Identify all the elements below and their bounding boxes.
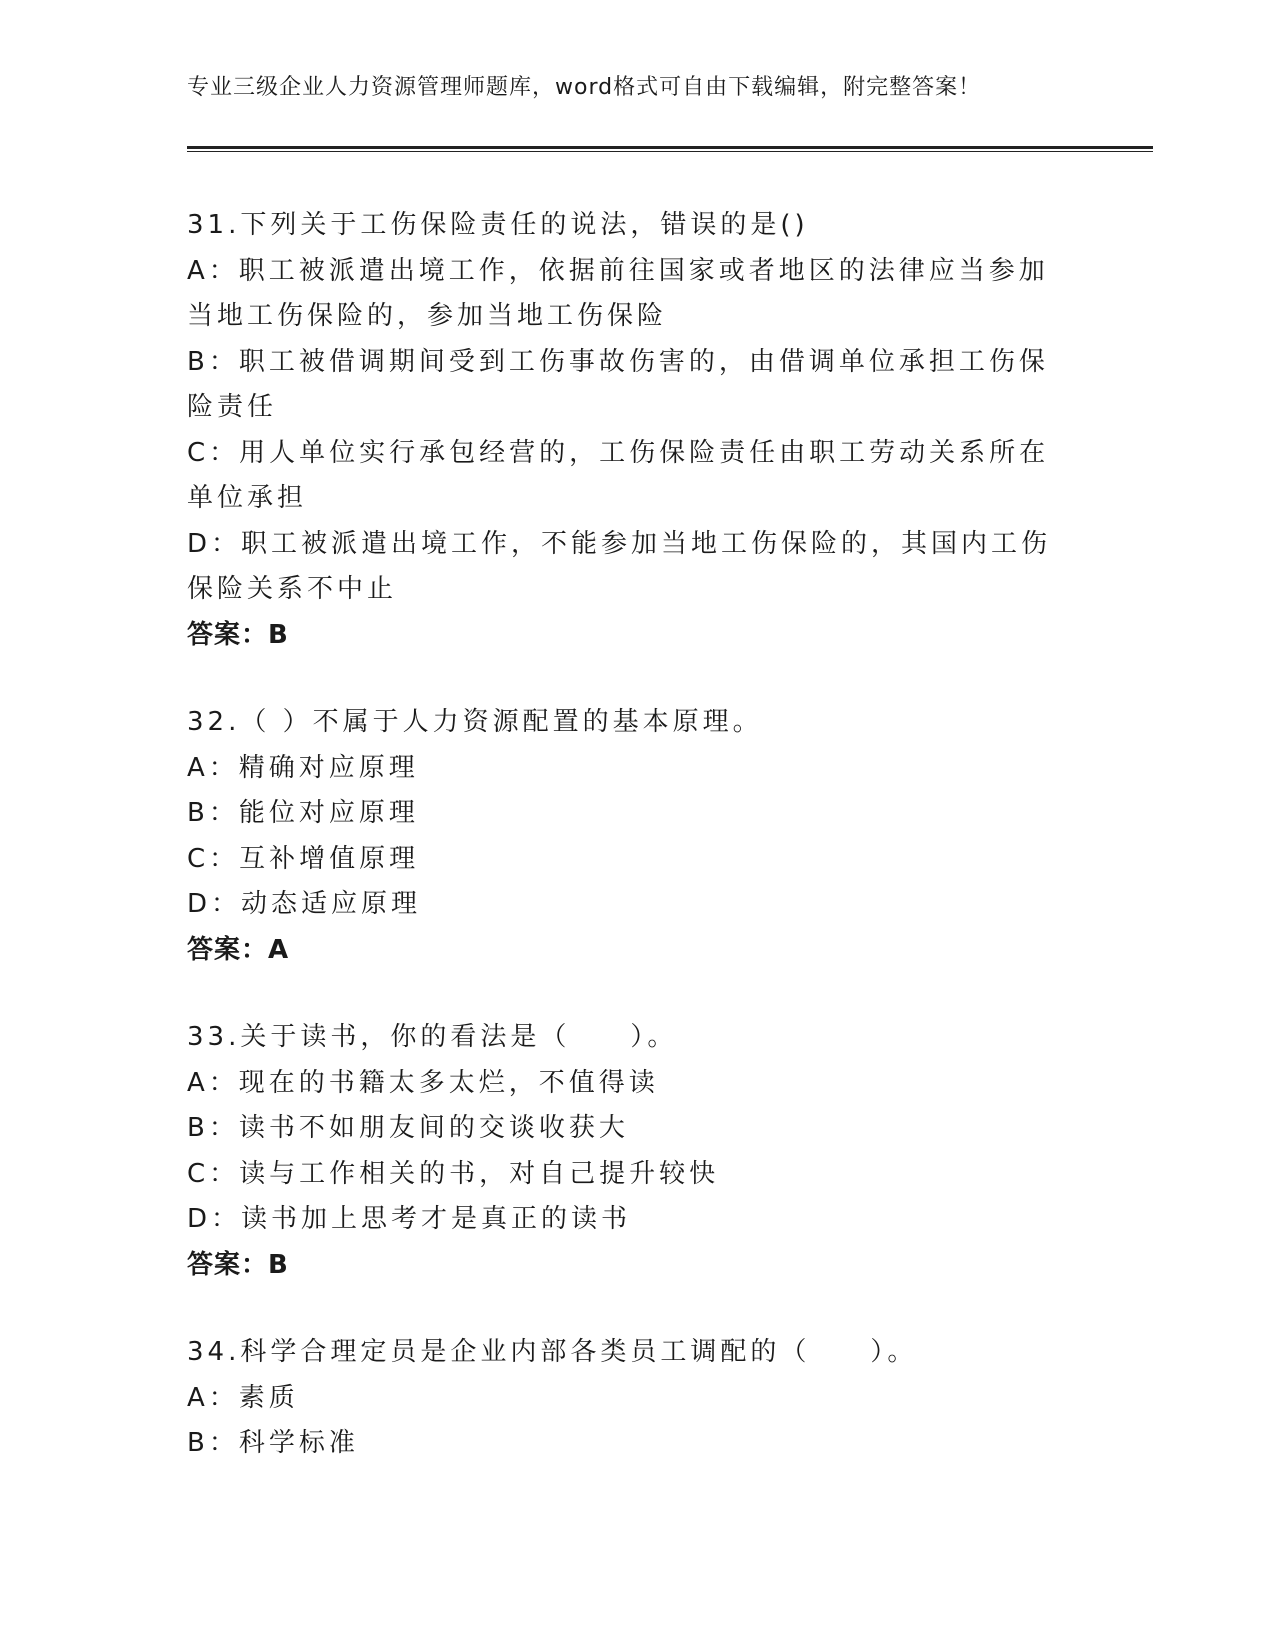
question-stem: 31.下列关于工伤保险责任的说法，错误的是() — [187, 210, 809, 240]
page-header: 专业三级企业人力资源管理师题库，word格式可自由下载编辑，附完整答案！ — [187, 75, 982, 100]
question-32 — [187, 700, 1087, 973]
question-list — [187, 203, 1087, 1509]
option-b: B：科学标准 — [187, 1428, 359, 1458]
option-b: B：读书不如朋友间的交谈收获大 — [187, 1113, 629, 1143]
answer-label: 答案：B — [187, 1249, 289, 1280]
question-stem: 34.科学合理定员是企业内部各类员工调配的（ ）。 — [187, 1337, 918, 1367]
option-c: C：用人单位实行承包经营的，工伤保险责任由职工劳动关系所在单位承担 — [187, 437, 1050, 513]
option-a: A：现在的书籍太多太烂，不值得读 — [187, 1067, 659, 1098]
question-34 — [187, 1330, 1087, 1467]
option-b: B：能位对应原理 — [187, 798, 419, 828]
question-33 — [187, 1015, 1087, 1288]
option-b: B：职工被借调期间受到工伤事故伤害的，由借调单位承担工伤保险责任 — [187, 346, 1049, 422]
option-d: D：读书加上思考才是真正的读书 — [187, 1204, 632, 1234]
option-a: A：精确对应原理 — [187, 752, 419, 783]
header-divider — [187, 146, 1153, 152]
option-d: D：动态适应原理 — [187, 889, 422, 919]
option-a: A：素质 — [187, 1382, 299, 1413]
question-31 — [187, 203, 1087, 658]
option-a: A：职工被派遣出境工作，依据前往国家或者地区的法律应当参加当地工伤保险的，参加当地工伤保险 — [187, 255, 1049, 331]
question-stem: 33.关于读书，你的看法是（ ）。 — [187, 1022, 678, 1052]
option-d: D：职工被派遣出境工作，不能参加当地工伤保险的，其国内工伤保险关系不中止 — [187, 528, 1052, 604]
option-c: C：读与工作相关的书，对自己提升较快 — [187, 1158, 720, 1189]
option-c: C：互补增值原理 — [187, 843, 420, 874]
answer-label: 答案：A — [187, 934, 290, 965]
question-stem: 32.（ ）不属于人力资源配置的基本原理。 — [187, 707, 763, 737]
answer-label: 答案：B — [187, 619, 289, 650]
